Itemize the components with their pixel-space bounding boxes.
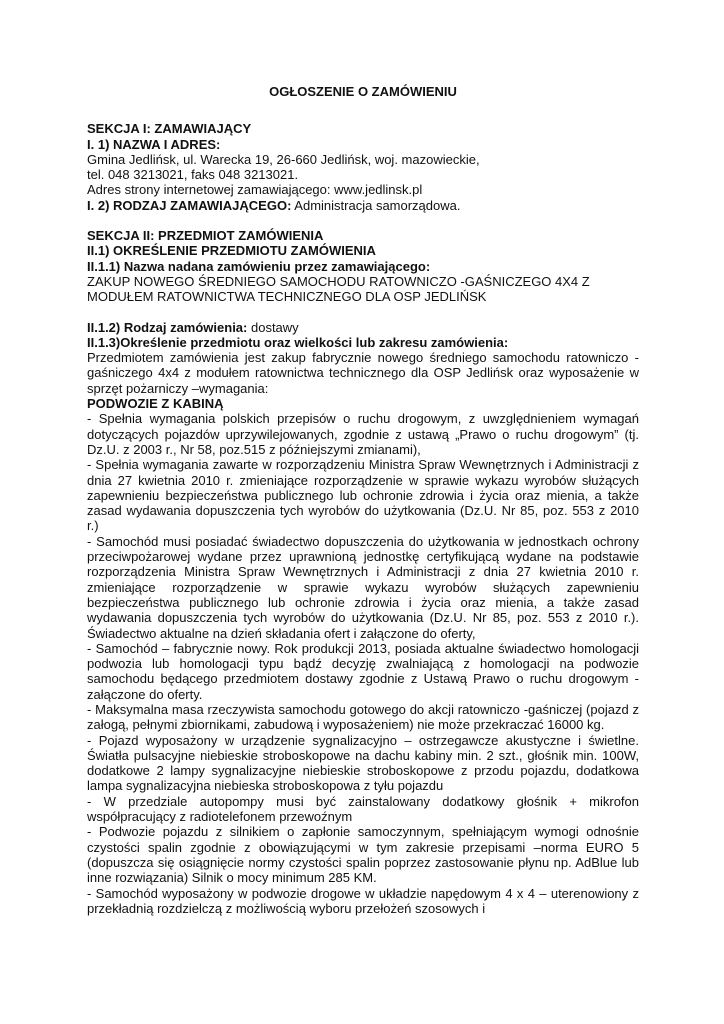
requirement-item: - Pojazd wyposażony w urządzenie sygnalizacyjno – ostrzegawcze akustyczne i świetlne. Światła pulsacyjne niebieskie stroboskopowe na dachu kabiny min. 2 szt., głośnik min. 100W, dodatkowe 2 lampy sygnalizacyjne niebieskie stroboskopowe z przodu pojazdu, dodatkowa lampa sygnalizacyjna niebieska stroboskopowa z tyłu pojazdu bbox=[87, 732, 639, 794]
subject-definition-heading: II.1) OKREŚLENIE PRZEDMIOTU ZAMÓWIENIA bbox=[87, 243, 376, 259]
requirement-item: - Maksymalna masa rzeczywista samochodu gotowego do akcji ratowniczo -gaśniczej (pojazd z załogą, pełnymi zbiornikami, zabudową i wyposażeniem) nie może przekraczać 16000 kg. bbox=[87, 701, 639, 733]
chassis-heading: PODWOZIE Z KABINĄ bbox=[87, 396, 224, 412]
requirement-item: - Spełnia wymagania polskich przepisów o ruchu drogowym, z uwzględnieniem wymagań dotyczących pojazdów uprzywilejowanych, zgodnie z ustawą „Prawo o ruchu drogowym” (tj. Dz.U. z 2003 r., Nr 58, poz.515 z późniejszymi zmianami), bbox=[87, 411, 639, 457]
phone-fax-line: tel. 048 3213021, faks 048 3213021. bbox=[87, 167, 299, 183]
requirement-item: - W przedziale autopompy musi być zainstalowany dodatkowy głośnik + mikrofon współpracujący z radiotelefonem przewoźnym bbox=[87, 793, 639, 825]
order-scope-label: II.1.3)Określenie przedmiotu oraz wielkości lub zakresu zamówienia: bbox=[87, 334, 509, 350]
order-kind-label: II.1.2) Rodzaj zamówienia: bbox=[87, 319, 248, 335]
contracting-type-value: Administracja samorządowa. bbox=[291, 197, 461, 213]
spacer bbox=[87, 213, 639, 228]
spacer bbox=[87, 305, 639, 320]
order-name-label: II.1.1) Nazwa nadana zamówieniu przez zamawiającego: bbox=[87, 258, 431, 274]
order-kind-value: dostawy bbox=[247, 319, 299, 335]
section-2-heading: SEKCJA II: PRZEDMIOT ZAMÓWIENIA bbox=[87, 228, 324, 244]
page-title: OGŁOSZENIE O ZAMÓWIENIU bbox=[269, 84, 457, 99]
name-address-heading: I. 1) NAZWA I ADRES: bbox=[87, 136, 221, 152]
requirement-item: - Samochód – fabrycznie nowy. Rok produkcji 2013, posiada aktualne świadectwo homologacji podwozia lub homologacji typu bądź decyzję zwalniającą z homologacji na podwozie samochodu będącego przedmiotem dostawy zgodnie z Ustawą Prawo o ruchu drogowym -załączone do oferty. bbox=[87, 640, 639, 702]
document-page bbox=[87, 84, 639, 916]
address-line: Gmina Jedlińsk, ul. Warecka 19, 26-660 Jedlińsk, woj. mazowieckie, bbox=[87, 151, 480, 167]
section-1-heading: SEKCJA I: ZAMAWIAJĄCY bbox=[87, 121, 252, 137]
contracting-type-label: I. 2) RODZAJ ZAMAWIAJĄCEGO: bbox=[87, 197, 292, 213]
order-kind-line bbox=[87, 320, 639, 335]
requirement-item: - Podwozie pojazdu z silnikiem o zapłonie samoczynnym, spełniającym wymogi odnośnie czystości spalin zgodnie z obowiązującymi w tym zakresie przepisami –norma EURO 5 (dopuszcza się osiągnięcie normy czystości spalin poprzez zastosowanie płynu np. AdBlue lub inne rozwiązania) Silnik o mocy minimum 285 KM. bbox=[87, 824, 639, 886]
order-name-value: ZAKUP NOWEGO ŚREDNIEGO SAMOCHODU RATOWNICZO -GAŚNICZEGO 4X4 Z MODUŁEM RATOWNICTWA TECHNICZNEGO DLA OSP JEDLIŃSK bbox=[87, 273, 590, 305]
requirement-item: - Spełnia wymagania zawarte w rozporządzeniu Ministra Spraw Wewnętrznych i Administracji z dnia 27 kwietnia 2010 r. zmieniające rozporządzenie w sprawie wykazu wyrobów służących zapewnieniu bezpieczeństwa publicznego lub ochronie zdrowia i życia oraz mienia, a także zasad wydawania dopuszczenia tych wyrobów do użytkowania (Dz.U. Nr 85, poz. 553 z 2010 r.) bbox=[87, 457, 639, 534]
requirement-item: - Samochód wyposażony w podwozie drogowe w układzie napędowym 4 x 4 – uterenowiony z przekładnią rozdzielczą z możliwością wyboru przełożeń szosowych i bbox=[87, 885, 639, 916]
requirement-item: - Samochód musi posiadać świadectwo dopuszczenia do użytkowania w jednostkach ochrony przeciwpożarowej wydane przez uprawnioną jednostkę certyfikującą wydane na podstawie rozporządzenia Ministra Spraw Wewnętrznych i Administracji z dnia 27 kwietnia 2010 r. zmieniające rozporządzenie w sprawie wykazu wyrobów służących zapewnieniu bezpieczeństwa publicznego lub ochronie zdrowia i życia oraz mienia, a także zasad wydawania dopuszczenia tych wyrobów do użytkowania (Dz.U. Nr 85, poz. 553 z 2010 r.). Świadectwo aktualne na dzień składania ofert i załączone do oferty, bbox=[87, 533, 639, 641]
website-line: Adres strony internetowej zamawiającego: www.jedlinsk.pl bbox=[87, 182, 423, 198]
contracting-type-line bbox=[87, 198, 639, 213]
order-intro: Przedmiotem zamówienia jest zakup fabrycznie nowego średniego samochodu ratowniczo - gaśniczego 4x4 z modułem ratownictwa technicznego dla OSP Jedlińsk oraz wyposażenie w sprzęt pożarniczy –wymagania: bbox=[87, 350, 639, 396]
